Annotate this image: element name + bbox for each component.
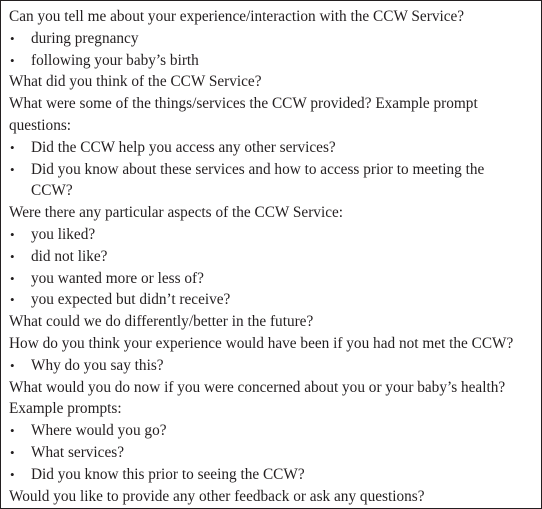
question-without-ccw: How do you think your experience would have been if you had not met the CCW?	[9, 334, 514, 352]
question-other-feedback: Would you like to provide any other feedback or ask any questions?	[9, 487, 425, 505]
prompt-did-not-like: • did not like?	[9, 246, 537, 268]
prompt-more-or-less: • you wanted more or less of?	[9, 268, 537, 290]
prompt-access-other-services: • Did the CCW help you access any other services?	[9, 137, 537, 159]
question-concerned: What would you do now if you were concerned about you or your baby’s health?	[9, 378, 506, 396]
interview-questions	[9, 6, 537, 507]
prompt-knew-prior: • Did you know this prior to seeing the CCW?	[9, 464, 537, 486]
prompt-prior-knowledge: • Did you know about these services and how to access prior to meeting the	[9, 159, 537, 181]
question-experience: Can you tell me about your experience/interaction with the CCW Service?	[9, 8, 465, 25]
prompt-expected: • you expected but didn’t receive?	[9, 289, 537, 311]
question-concerned-cont: Example prompts:	[9, 400, 122, 418]
question-aspects: Were there any particular aspects of the CCW Service:	[9, 204, 344, 222]
prompt-why: • Why do you say this?	[9, 355, 537, 377]
prompt-prior-knowledge-cont: CCW?	[31, 182, 73, 200]
question-services-provided-cont: questions:	[9, 116, 72, 134]
question-services-provided: What were some of the things/services the CCW provided? Example prompt	[9, 95, 478, 113]
prompt-following-birth: • following your baby’s birth	[9, 50, 537, 72]
prompt-during-pregnancy: • during pregnancy	[9, 28, 537, 50]
question-opinion: What did you think of the CCW Service?	[9, 73, 262, 91]
prompt-what-services: • What services?	[9, 442, 537, 464]
prompt-where-go: • Where would you go?	[9, 420, 537, 442]
prompt-liked: • you liked?	[9, 224, 537, 246]
question-improvements: What could we do differently/better in the future?	[9, 313, 314, 331]
